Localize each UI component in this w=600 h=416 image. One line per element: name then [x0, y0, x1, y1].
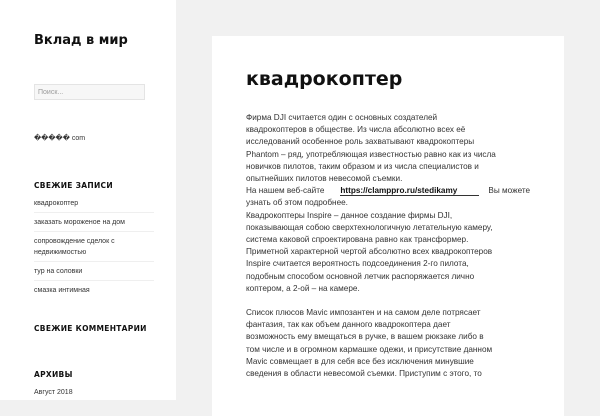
- text-line: показывающая собою сверхтехнологичную летательную камеру,: [246, 222, 493, 232]
- recent-post-link[interactable]: заказать мороженое на дом: [34, 219, 125, 226]
- article: [212, 36, 564, 416]
- site-link[interactable]: https://clamppro.ru/stedikamy: [340, 186, 479, 196]
- recent-post-link[interactable]: квадрокоптер: [34, 200, 79, 207]
- text-line: исследований особенное роль захватывают квадрокоптеры: [246, 137, 475, 147]
- recent-posts-list: [34, 196, 154, 301]
- text-line: Фирма DJI считается один с основных создателей: [246, 113, 438, 122]
- recent-comments-title: СВЕЖИЕ КОММЕНТАРИИ: [34, 324, 147, 333]
- link-prefix: На нашем веб-сайте: [246, 186, 325, 196]
- sidebar: [0, 0, 176, 400]
- recent-post-item[interactable]: [34, 264, 154, 281]
- link-suffix: Вы можете: [488, 186, 531, 196]
- recent-post-link[interactable]: сопровождение сделок с: [34, 238, 115, 245]
- archives-title: АРХИВЫ: [34, 370, 73, 379]
- entry-content: [246, 112, 546, 380]
- paragraph-1: [246, 112, 546, 295]
- archive-link[interactable]: Август 2018: [34, 389, 73, 396]
- text-line: том числе и в огромном кармашке одежи, и присутствие данном: [246, 344, 493, 354]
- entry-title: квадрокоптер: [246, 68, 403, 90]
- text-line: Inspire считается вероятность подсоединения 2-го пилота,: [246, 259, 469, 269]
- text-line: возможность ему вмещаться в ручке, в вашем рюкзаке либо в: [246, 332, 484, 342]
- recent-post-item-continued[interactable]: [34, 247, 154, 262]
- text-line: Phantom – ряд, употребляющая известностью равно как из числа: [246, 149, 496, 159]
- text-line: система каковой спроектирована равно как трансформер.: [246, 235, 469, 245]
- text-line: новичков пилотов, таким образом и из числа специалистов и: [246, 161, 479, 171]
- recent-post-link[interactable]: тур на соловки: [34, 268, 83, 275]
- text-line: коптером, а 2-ой – на камере.: [246, 283, 360, 293]
- recent-post-item[interactable]: [34, 196, 154, 213]
- search-input[interactable]: [34, 84, 145, 100]
- recent-post-item[interactable]: [34, 215, 154, 232]
- text-line: подобным способом основной летчик распоряжается лично: [246, 271, 475, 281]
- text-line: сведения в области невесомой съемки. Приступим с этого, то: [246, 369, 482, 379]
- recent-post-item[interactable]: [34, 234, 154, 247]
- text-line: узнать об этом подробнее.: [246, 198, 348, 208]
- recent-posts-title: СВЕЖИЕ ЗАПИСИ: [34, 181, 113, 190]
- text-line: Список плюсов Mavic импозантен и на самом деле потрясает: [246, 308, 481, 318]
- text-line: Квадрокоптеры Inspire – данное создание фирмы DJI,: [246, 210, 453, 220]
- text-line: опытнейших пилотов невесомой съемки.: [246, 174, 403, 184]
- text-line: квадрокоптеров в обществе. Из числа абсолютно всех её: [246, 125, 466, 135]
- recent-post-link[interactable]: недвижимостью: [34, 249, 87, 256]
- text-line: Mavic совмещает в для себя все без исключения минувшие: [246, 356, 474, 366]
- site-title[interactable]: Вклад в мир: [34, 33, 128, 48]
- recent-post-link[interactable]: смазка интимная: [34, 287, 90, 294]
- paragraph-2: [246, 307, 546, 380]
- recent-post-item[interactable]: [34, 283, 154, 299]
- text-line-with-link: [246, 185, 546, 197]
- text-line: фантазия, так как объем данного квадрокоптера дает: [246, 320, 451, 330]
- sidebar-text-link[interactable]: ����� com: [34, 135, 86, 142]
- text-line: Приметной характерной чертой абсолютно всех квадрокоптеров: [246, 247, 493, 257]
